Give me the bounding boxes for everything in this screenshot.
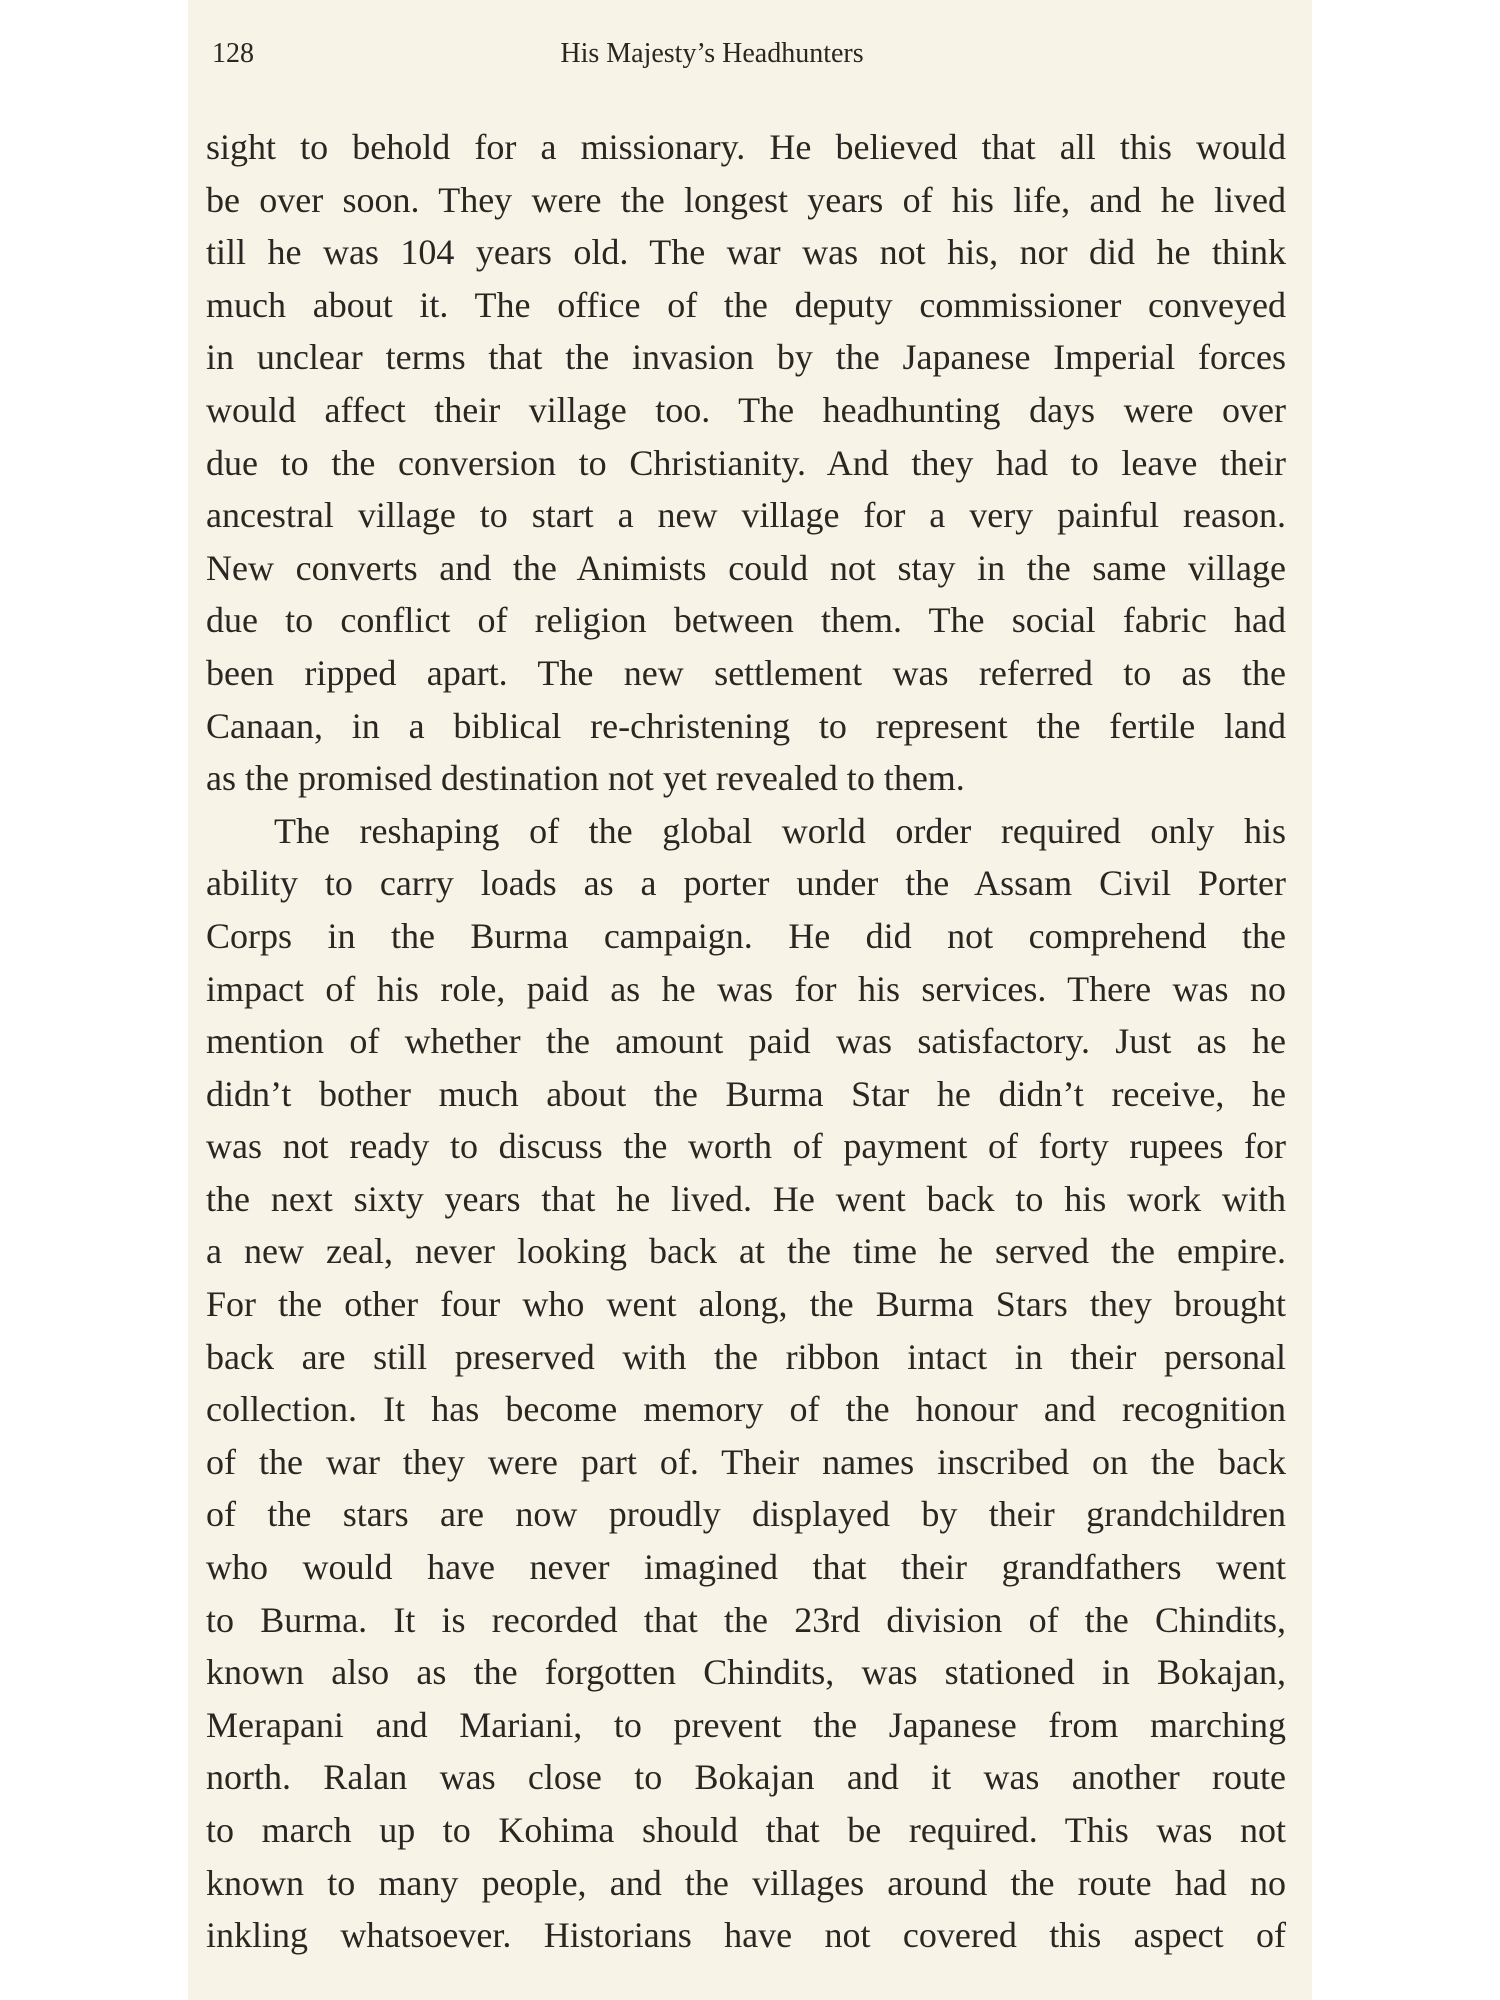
text-line: in unclear terms that the invasion by the Japanese Imperial forces — [206, 337, 1286, 378]
text-line: who would have never imagined that their grandfathers went — [206, 1547, 1286, 1588]
text-line: For the other four who went along, the Burma Stars they brought — [206, 1284, 1286, 1325]
text-line: collection. It has become memory of the honour and recognition — [206, 1389, 1286, 1430]
text-line: back are still preserved with the ribbon intact in their personal — [206, 1336, 1286, 1377]
text-line: the next sixty years that he lived. He went back to his work with — [206, 1178, 1286, 1219]
text-line: of the stars are now proudly displayed by their grandchildren — [206, 1494, 1286, 1535]
text-line: Corps in the Burma campaign. He did not comprehend the — [206, 915, 1286, 956]
text-line: known to many people, and the villages around the route had no — [206, 1862, 1286, 1903]
text-line: Merapani and Mariani, to prevent the Japanese from marching — [206, 1704, 1286, 1745]
page-number: 128 — [212, 38, 254, 69]
text-line: as the promised destination not yet revealed to them. — [206, 758, 965, 799]
running-head — [212, 34, 1212, 74]
text-line: be over soon. They were the longest years of his life, and he lived — [206, 179, 1286, 220]
text-line: ancestral village to start a new village for a very painful reason. — [206, 495, 1286, 536]
text-line: known also as the forgotten Chindits, was stationed in Bokajan, — [206, 1652, 1286, 1693]
text-line: been ripped apart. The new settlement was referred to as the — [206, 652, 1286, 693]
book-title: His Majesty’s Headhunters — [560, 38, 864, 69]
text-line: to march up to Kohima should that be required. This was not — [206, 1810, 1286, 1850]
text-line: inkling whatsoever. Historians have not covered this aspect of — [206, 1915, 1286, 1956]
text-line: till he was 104 years old. The war was not his, nor did he think — [206, 232, 1286, 273]
book-page — [188, 0, 1312, 2000]
text-line: The reshaping of the global world order required only his — [274, 810, 1286, 851]
body-text — [206, 121, 1286, 1962]
paragraph-2 — [206, 805, 1286, 1962]
text-line: north. Ralan was close to Bokajan and it was another route — [206, 1757, 1286, 1798]
text-line: a new zeal, never looking back at the time he served the empire. — [206, 1231, 1286, 1272]
text-line: didn’t bother much about the Burma Star he didn’t receive, he — [206, 1073, 1286, 1114]
text-line: Canaan, in a biblical re-christening to represent the fertile land — [206, 705, 1286, 746]
text-line: of the war they were part of. Their names inscribed on the back — [206, 1441, 1286, 1482]
text-line: was not ready to discuss the worth of payment of forty rupees for — [206, 1126, 1286, 1167]
text-line: much about it. The office of the deputy commissioner conveyed — [206, 284, 1286, 325]
text-line: impact of his role, paid as he was for his services. There was no — [206, 968, 1286, 1009]
text-line: due to the conversion to Christianity. And they had to leave their — [206, 442, 1286, 483]
text-line: to Burma. It is recorded that the 23rd division of the Chindits, — [206, 1599, 1286, 1640]
paragraph-1 — [206, 121, 1286, 805]
text-line: New converts and the Animists could not stay in the same village — [206, 547, 1286, 588]
text-line: sight to behold for a missionary. He believed that all this would — [206, 127, 1286, 167]
text-line: due to conflict of religion between them. The social fabric had — [206, 600, 1286, 641]
text-line: mention of whether the amount paid was satisfactory. Just as he — [206, 1021, 1286, 1062]
text-line: ability to carry loads as a porter under the Assam Civil Porter — [206, 863, 1286, 904]
text-line: would affect their village too. The headhunting days were over — [206, 389, 1286, 430]
